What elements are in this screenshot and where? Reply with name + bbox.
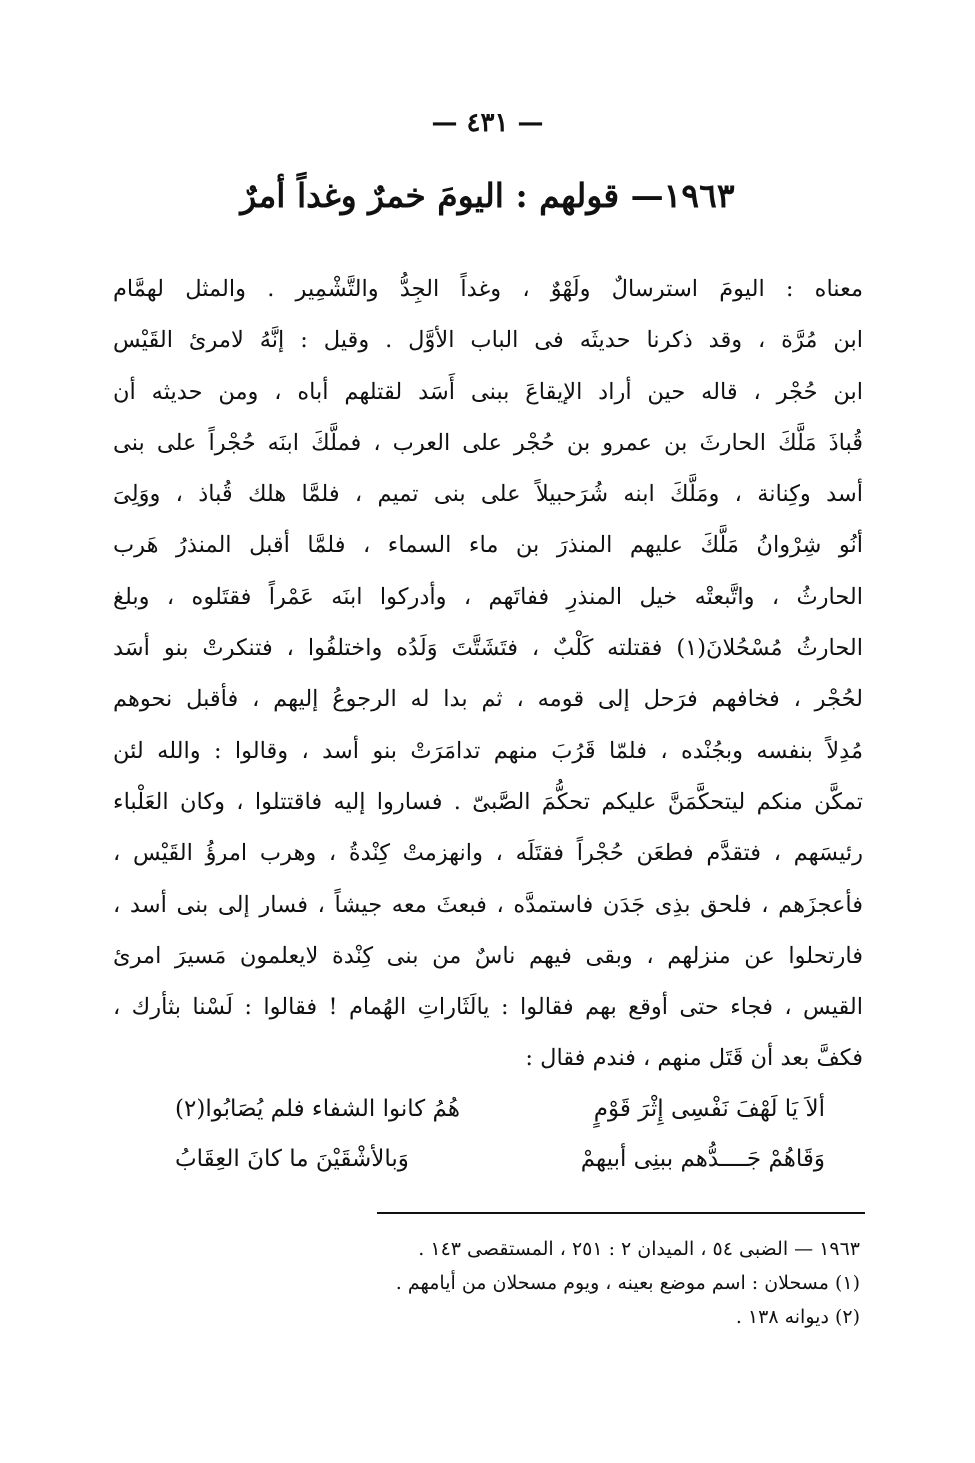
verse-line	[175, 1134, 825, 1184]
body-line: رئيسَهم ، فتقدَّم فطعَن حُجْراً فقتَلَه ، وانهزمتْ كِنْدةُ ، وهرب امرؤُ القَيْس ،	[113, 840, 863, 867]
body-line: تمكَّن منكم ليتحكَّمَنَّ عليكم تحكُّمَ الصَّبىّ . فساروا إليه فاقتتلوا ، وكان العَلْباء	[113, 788, 863, 815]
body-line: لحُجْر ، فخافهم فرَحل إلى قومه ، ثم بدا له الرجوعُ إليهم ، فأقبل نحوهم	[113, 686, 863, 713]
body-line: أسد وكِنانة ، ومَلَّكَ ابنه شُرَحبيلاً على بنى تميم ، فلمَّا هلك قُباذ ، ووَلِىَ	[113, 481, 863, 508]
body-line: القيس ، فجاء حتى أوقع بهم فقالوا : يالَثَاراتِ الهُمام ! فقالوا : لَسْنا بثأرك ،	[113, 994, 863, 1021]
body-line: ابن حُجْر ، قاله حين أراد الإيقاعَ ببنى أَسَد لقتلهم أباه ، ومن حديثه أن	[113, 378, 863, 405]
body-line: قُباذَ مَلَّكَ الحارثَ بن عمرو بن حُجْر على العرب ، فملَّكَ ابنَه حُجْراً على بنى	[113, 429, 863, 456]
footnote-sources: ١٩٦٣ — الضبى ٥٤ ، الميدان ٢ : ٢٥١ ، المستقصى ١٤٣ .	[418, 1238, 860, 1260]
verse-first-hemistich: ألاَ يَا لَهْفَ نَفْسِى إِثْرَ قَوْمٍ	[593, 1096, 825, 1122]
body-line: مُدِلاً بنفسه وبجُنْده ، فلمّا قَرُبَ منهم تدامَرَتْ بنو أسد ، وقالوا : والله لئن	[113, 737, 863, 764]
body-line: فأعجزَهم ، فلحق بذِى جَدَن فاستمدَّه ، فبعثَ معه جيشاً ، فسار إلى بنى أسد ،	[113, 891, 863, 918]
body-line: فارتحلوا عن منزلهم ، وبقى فيهم ناسٌ من بنى كِنْدة لايعلمون مَسيرَ امرئ	[113, 942, 863, 969]
poem-verses	[175, 1084, 825, 1184]
page-number: — ٤٣١ —	[431, 108, 544, 138]
verse-second-hemistich: وَبالأشْقَيْنَ ما كانَ العِقَابُ	[175, 1146, 409, 1172]
body-line: الحارثُ ، واتَّبعتْه خيل المنذرِ ففاتَهم ، وأدركوا ابنَه عَمْراً فقتَلوه ، وبلغ	[113, 583, 863, 610]
verse-line	[175, 1084, 825, 1134]
verse-second-hemistich: هُمُ كانوا الشفاء فلم يُصَابُوا(٢)	[175, 1096, 460, 1122]
body-text	[113, 264, 863, 1085]
body-line: فكفَّ بعد أن قَتَل منهم ، فندم فقال :	[525, 1045, 863, 1072]
body-line: معناه : اليومَ استرسالٌ ولَهْوٌ ، وغداً الجِدُّ والتَّشْمِير . والمثل لهمَّام	[113, 276, 863, 302]
footnote-2: (٢) ديوانه ١٣٨ .	[735, 1306, 860, 1328]
body-line: ابن مُرَّة ، وقد ذكرنا حديثَه فى الباب الأوَّل . وقيل : إنَّهُ لامرئ القَيْس	[113, 327, 863, 354]
body-line: أنُو شِرْوانُ مَلَّكَ عليهم المنذرَ بن ماء السماء ، فلمَّا أقبل المنذرُ هَرب	[113, 532, 863, 559]
footnote-1: (١) مسحلان : اسم موضع بعينه ، ويوم مسحلان من أيامهم .	[395, 1272, 860, 1294]
verse-first-hemistich: وَقَاهُمْ جَــــدُّهم ببنِى أبيهمْ	[580, 1146, 825, 1172]
body-line: الحارثُ مُسْحُلانَ(١) فقتلته كَلْبٌ ، فتَشَتَّتَ وَلَدُه واختلفُوا ، فتنكرتْ بنو أسَد	[113, 635, 863, 662]
footnote-divider	[377, 1212, 865, 1214]
proverb-heading: ١٩٦٣— قولهم : اليومَ خمرٌ وغداً أمرٌ	[240, 176, 735, 215]
footnotes	[260, 1232, 860, 1334]
